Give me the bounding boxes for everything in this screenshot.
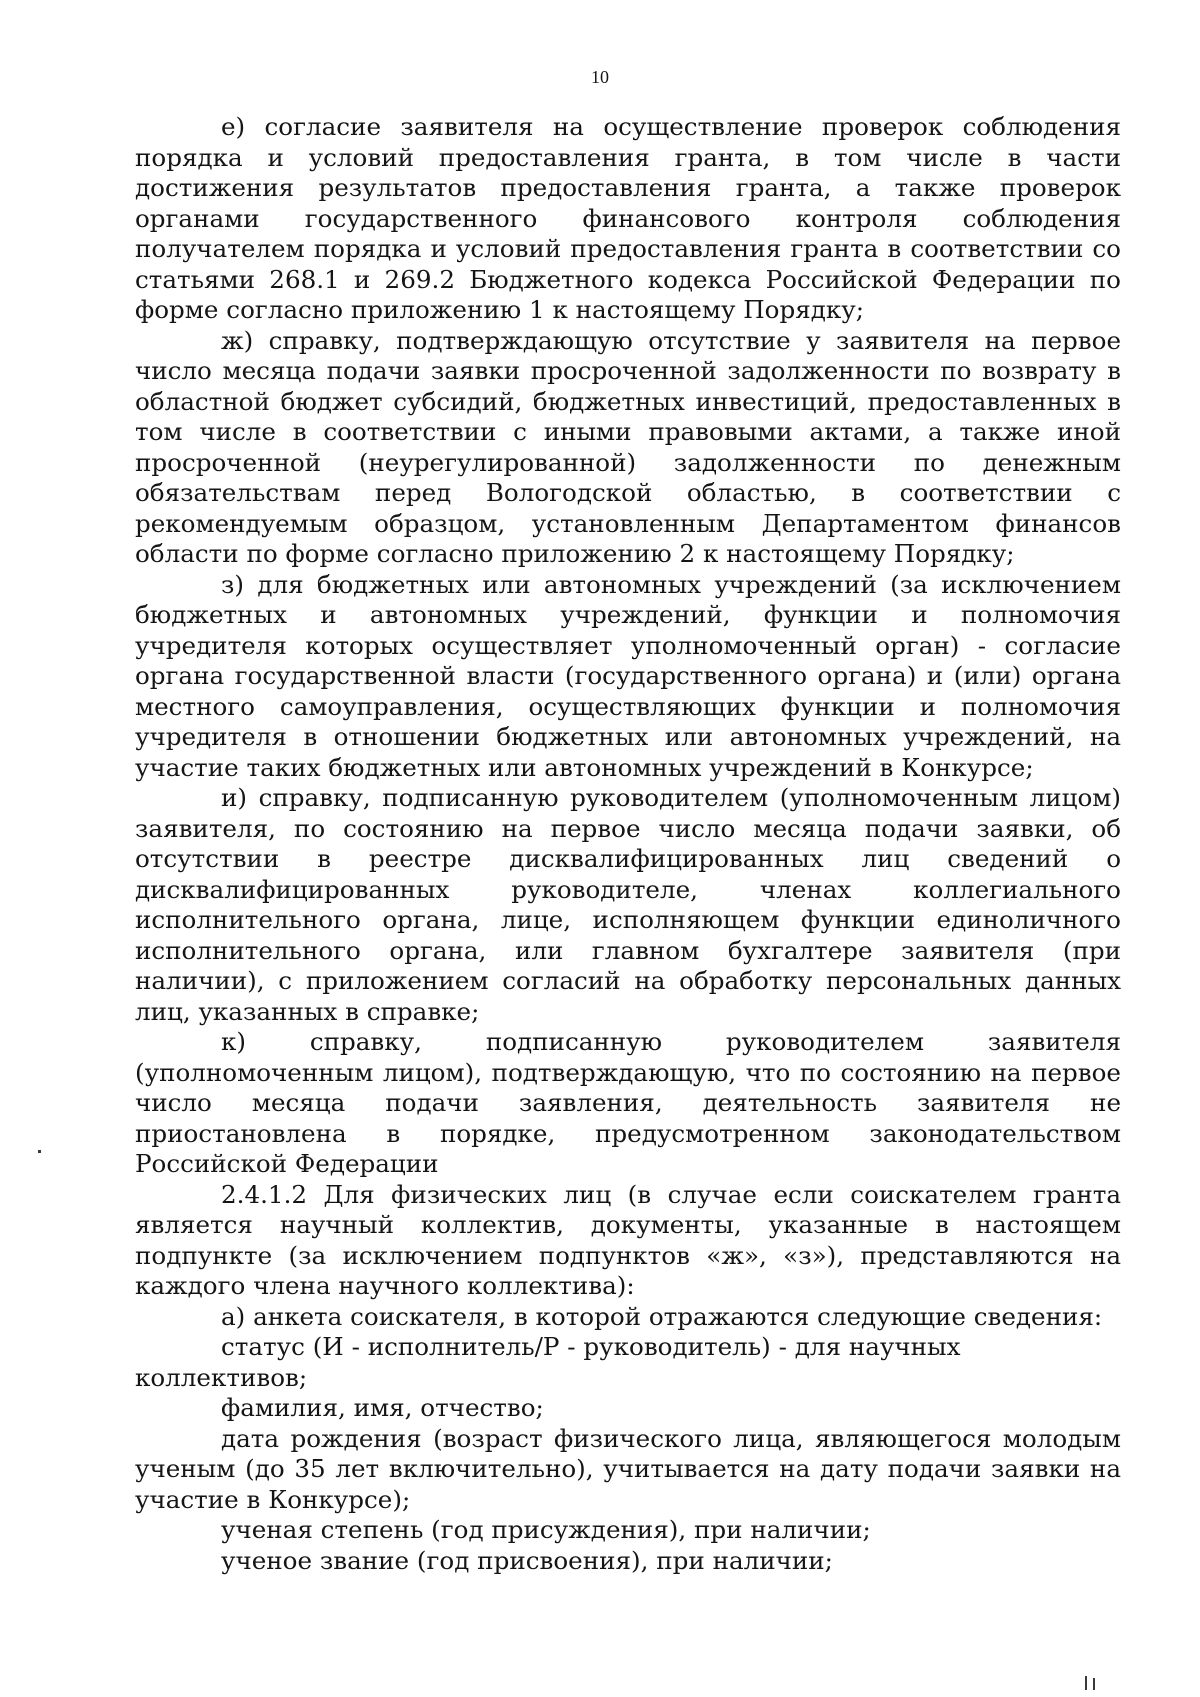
scan-mark: [1093, 1678, 1095, 1690]
list-item-academic-degree: ученая степень (год присуждения), при наличии;: [221, 1515, 871, 1544]
paragraph-zh: ж) справку, подтверждающую отсутствие у заявителя на первое число месяца подачи заявки просроченной задолженности по возврату в областной бюджет субсидий, бюджетных инвестиций, предоставленных в том числе в соответствии с иными правовыми актами, а также иной просроченной (неурегулированной) задолженности по денежным обязательствам перед Вологодской областью, в соответствии с рекомендуемым образцом, установленным Департаментом финансов области по форме согласно приложению 2 к настоящему Порядку;: [135, 325, 1121, 568]
list-item-status: статус (И - исполнитель/Р - руководитель) - для научных коллективов;: [135, 1332, 961, 1392]
list-item-full-name: фамилия, имя, отчество;: [221, 1393, 544, 1422]
paragraph-a: а) анкета соискателя, в которой отражаются следующие сведения:: [221, 1301, 1103, 1331]
paragraph-2-4-1-2: 2.4.1.2 Для физических лиц (в случае если соискателем гранта является научный коллектив, документы, указанные в настоящем подпункте (за исключением подпунктов «ж», «з»), представляются на каждого члена научного коллектива):: [135, 1179, 1121, 1300]
document-body: [135, 112, 1121, 1576]
paragraph-z: з) для бюджетных или автономных учреждений (за исключением бюджетных и автономных учреждений, функции и полномочия учредителя которых осуществляет уполномоченный орган) - согласие органа государственной власти (государственного органа) и (или) органа местного самоуправления, осуществляющих функции и полномочия учредителя в отношении бюджетных или автономных учреждений, на участие таких бюджетных или автономных учреждений в Конкурсе;: [135, 569, 1121, 782]
scan-speck: [38, 1150, 41, 1153]
list-item-academic-title: ученое звание (год присвоения), при наличии;: [221, 1545, 833, 1575]
paragraph-e: е) согласие заявителя на осуществление проверок соблюдения порядка и условий предоставления гранта, в том числе в части достижения результатов предоставления гранта, а также проверок органами государственного финансового контроля соблюдения получателем порядка и условий предоставления гранта в соответствии со статьями 268.1 и 269.2 Бюджетного кодекса Российской Федерации по форме согласно приложению 1 к настоящему Порядку;: [135, 112, 1121, 324]
scan-mark: [1085, 1676, 1087, 1690]
paragraph-i: и) справку, подписанную руководителем (уполномоченным лицом) заявителя, по состоянию на первое число месяца подачи заявки, об отсутствии в реестре дисквалифицированных лиц сведений о дисквалифицированных руководителе, членах коллегиального исполнительного органа, лице, исполняющем функции единоличного исполнительного органа, или главном бухгалтере заявителя (при наличии), с приложением согласий на обработку персональных данных лиц, указанных в справке;: [135, 783, 1121, 1026]
page-number: 10: [591, 67, 609, 87]
list-item-birth-date: дата рождения (возраст физического лица, являющегося молодым ученым (до 35 лет включительно), учитывается на дату подачи заявки на участие в Конкурсе);: [135, 1423, 1121, 1514]
paragraph-k: к) справку, подписанную руководителем заявителя (уполномоченным лицом), подтверждающую, что по состоянию на первое число месяца подачи заявления, деятельность заявителя не приостановлена в порядке, предусмотренном законодательством Российской Федерации: [135, 1027, 1121, 1178]
